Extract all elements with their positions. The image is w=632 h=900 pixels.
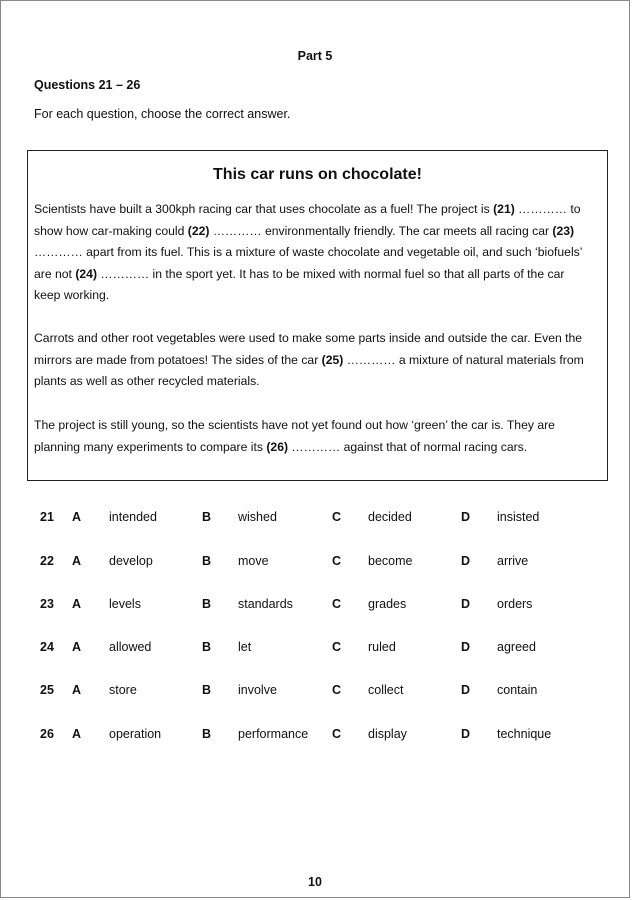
option-letter-d: D <box>461 597 471 611</box>
option-b[interactable]: involve <box>238 683 277 697</box>
passage-text-run: ………… in the sport yet. It has to be mixed with normal fuel so that all parts of the car keep working. <box>34 266 565 303</box>
option-d[interactable]: arrive <box>497 554 529 568</box>
questions-heading: Questions 21 – 26 <box>34 78 141 92</box>
question-row-24 <box>1 640 629 658</box>
option-letter-a: A <box>72 727 82 741</box>
option-letter-a: A <box>72 640 82 654</box>
option-a[interactable]: store <box>109 683 137 697</box>
option-letter-b: B <box>202 597 212 611</box>
option-letter-b: B <box>202 640 212 654</box>
option-a[interactable]: intended <box>109 510 157 524</box>
passage-box <box>27 150 608 481</box>
passage-paragraph-1 <box>34 199 586 307</box>
gap-number: (25) <box>321 352 344 367</box>
question-number: 25 <box>40 683 54 697</box>
passage-text-run: Scientists have built a 300kph racing car that uses chocolate as a fuel! The project is <box>34 202 494 216</box>
option-letter-c: C <box>332 683 342 697</box>
option-letter-d: D <box>461 510 471 524</box>
part-title: Part 5 <box>297 49 333 63</box>
option-c[interactable]: display <box>368 727 407 741</box>
option-letter-b: B <box>202 510 212 524</box>
question-row-26 <box>1 727 629 745</box>
option-d[interactable]: agreed <box>497 640 536 654</box>
gap-number: (21) <box>493 202 515 216</box>
option-b[interactable]: let <box>238 640 252 654</box>
passage-text-run: ………… apart from its fuel. This is a mixture of waste chocolate and vegetable oil, and such ‘biofuels’ are not <box>34 245 583 281</box>
option-letter-b: B <box>202 554 212 568</box>
gap-number: (23) <box>552 223 575 238</box>
option-letter-a: A <box>72 510 82 524</box>
page-number: 10 <box>308 875 322 889</box>
option-letter-b: B <box>202 683 212 697</box>
passage-title: This car runs on chocolate! <box>213 166 422 183</box>
option-c[interactable]: ruled <box>368 640 396 654</box>
option-d[interactable]: insisted <box>497 510 540 524</box>
option-b[interactable]: move <box>238 554 269 568</box>
option-d[interactable]: orders <box>497 597 533 611</box>
question-row-25 <box>1 683 629 701</box>
passage-text-run: ………… a mixture of natural materials from plants as well as other recycled materials. <box>34 352 584 389</box>
question-number: 26 <box>40 727 54 741</box>
option-c[interactable]: become <box>368 554 413 568</box>
passage-paragraph-3 <box>34 415 586 458</box>
option-c[interactable]: grades <box>368 597 407 611</box>
gap-number: (22) <box>187 223 210 238</box>
passage-paragraph-2 <box>34 328 586 393</box>
question-row-23 <box>1 597 629 615</box>
option-d[interactable]: contain <box>497 683 538 697</box>
option-letter-c: C <box>332 597 342 611</box>
passage-text-run: Carrots and other root vegetables were used to make some parts inside and outside the car. Even the mirrors are made from potatoes! The sides of the car <box>34 331 583 367</box>
option-letter-d: D <box>461 683 471 697</box>
passage-text-run: ………… against that of normal racing cars. <box>288 439 528 454</box>
option-letter-b: B <box>202 727 212 741</box>
question-number: 22 <box>40 554 54 568</box>
option-letter-d: D <box>461 640 471 654</box>
gap-number: (26) <box>266 439 289 454</box>
option-letter-a: A <box>72 683 82 697</box>
option-a[interactable]: levels <box>109 597 141 611</box>
question-row-21 <box>1 510 629 528</box>
option-c[interactable]: collect <box>368 683 404 697</box>
option-b[interactable]: wished <box>238 510 277 524</box>
option-b[interactable]: performance <box>238 727 309 741</box>
passage-text-run: The project is still young, so the scientists have not yet found out how ‘green’ the car is. They are planning many experiments to compare its <box>34 418 555 454</box>
option-letter-c: C <box>332 727 342 741</box>
option-letter-a: A <box>72 554 82 568</box>
option-letter-d: D <box>461 554 471 568</box>
option-letter-c: C <box>332 554 342 568</box>
option-a[interactable]: develop <box>109 554 153 568</box>
question-number: 21 <box>40 510 54 524</box>
option-a[interactable]: operation <box>109 727 162 741</box>
option-c[interactable]: decided <box>368 510 412 524</box>
passage-text-run: ………… environmentally friendly. The car meets all racing car <box>209 223 553 238</box>
option-letter-c: C <box>332 640 342 654</box>
question-row-22 <box>1 554 629 572</box>
option-a[interactable]: allowed <box>109 640 152 654</box>
option-d[interactable]: technique <box>497 727 552 741</box>
instructions: For each question, choose the correct answer. <box>34 107 291 121</box>
option-letter-d: D <box>461 727 471 741</box>
question-number: 23 <box>40 597 54 611</box>
option-letter-c: C <box>332 510 342 524</box>
passage-text-run: ………… to show how car-making could <box>34 202 581 238</box>
option-b[interactable]: standards <box>238 597 293 611</box>
gap-number: (24) <box>75 266 98 281</box>
option-letter-a: A <box>72 597 82 611</box>
question-number: 24 <box>40 640 54 654</box>
